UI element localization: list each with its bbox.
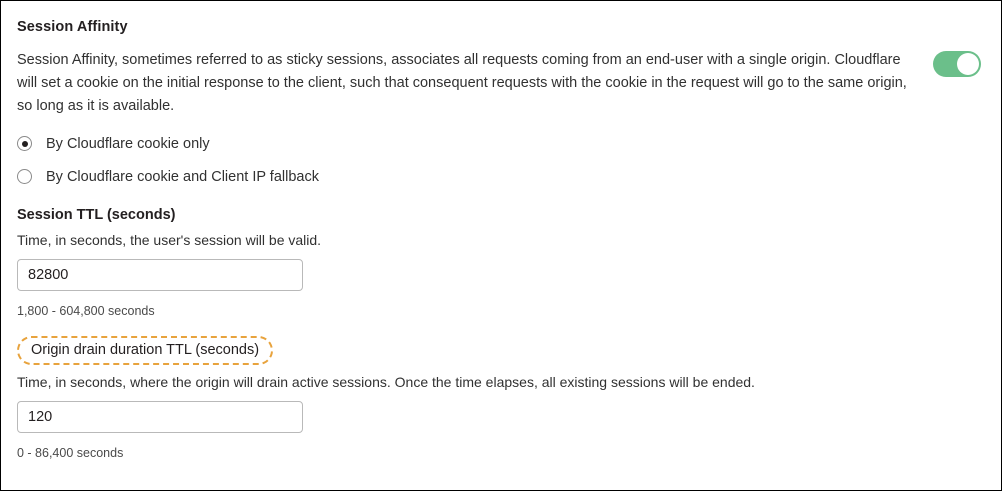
origin-drain-ttl-help: Time, in seconds, where the origin will drain active sessions. Once the time elapses, all existing sessions will be ended. — [17, 374, 755, 391]
session-ttl-label: Session TTL (seconds) — [17, 206, 176, 223]
session-ttl-input[interactable] — [17, 259, 303, 291]
toggle-knob — [957, 53, 979, 75]
radio-button-icon[interactable] — [17, 169, 32, 184]
radio-label: By Cloudflare cookie and Client IP fallback — [46, 168, 319, 185]
origin-drain-ttl-input[interactable] — [17, 401, 303, 433]
session-affinity-toggle[interactable] — [933, 51, 981, 77]
origin-drain-ttl-label: Origin drain duration TTL (seconds) — [17, 336, 273, 365]
session-affinity-panel — [1, 1, 1001, 490]
radio-option-cookie-only[interactable] — [17, 136, 985, 152]
radio-option-cookie-and-ip[interactable] — [17, 169, 985, 185]
session-ttl-help: Time, in seconds, the user's session will be valid. — [17, 231, 322, 248]
radio-button-icon[interactable] — [17, 136, 32, 151]
page-title: Session Affinity — [17, 19, 128, 35]
session-ttl-hint: 1,800 - 604,800 seconds — [17, 303, 155, 318]
section-description: Session Affinity, sometimes referred to as sticky sessions, associates all requests coming from an end-user with a single origin. Cloudflare will set a cookie on the initial response to the client, such that consequent requests with the cookie in the request will go to the same origin, so long as it is available. — [17, 52, 907, 114]
origin-drain-ttl-hint: 0 - 86,400 seconds — [17, 446, 124, 461]
radio-label: By Cloudflare cookie only — [46, 135, 210, 152]
